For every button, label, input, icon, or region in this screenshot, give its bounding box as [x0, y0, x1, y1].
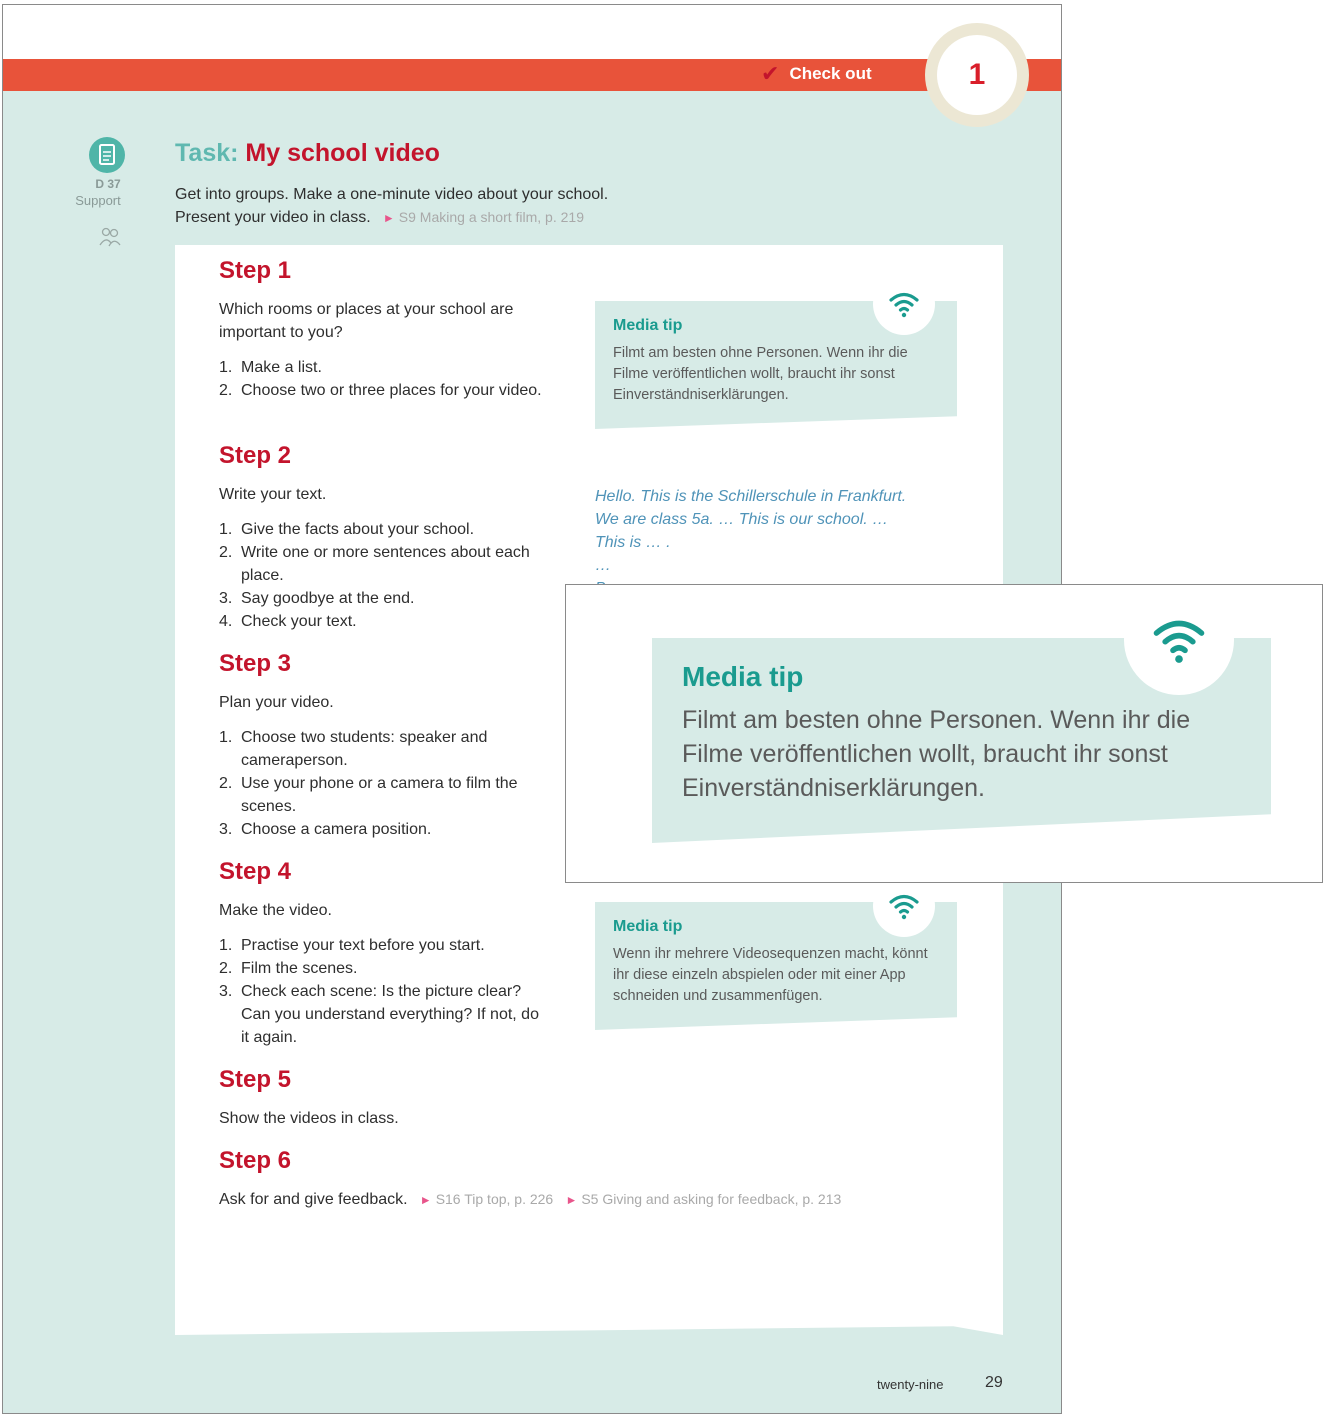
example-line: We are class 5a. … This is our school. …	[595, 511, 889, 528]
worksheet-code: D 37	[95, 177, 121, 191]
list-number: 2.	[219, 960, 233, 977]
step-3-list	[219, 726, 554, 841]
list-text: Practise your text before you start.	[241, 937, 485, 954]
step-2-prompt: Write your text.	[219, 486, 327, 503]
media-tip-2-body: Wenn ihr mehrere Videosequenzen macht, könnt ihr diese einzeln abspielen oder mit einer App schneiden und zusammenfügen.	[613, 946, 928, 1004]
list-item	[219, 726, 554, 772]
list-item	[219, 356, 579, 379]
list-number: 1.	[219, 937, 233, 954]
list-number: 2.	[219, 544, 233, 561]
list-item	[219, 610, 564, 633]
list-text: Make a list.	[241, 359, 322, 376]
arrow-icon: ►	[382, 211, 395, 225]
skills-reference-text: S9 Making a short film, p. 219	[398, 209, 584, 225]
list-number: 3.	[219, 983, 233, 1000]
skills-reference-text: S16 Tip top, p. 226	[435, 1191, 554, 1207]
step-4-prompt: Make the video.	[219, 902, 332, 919]
list-item	[219, 818, 554, 841]
list-item	[219, 587, 564, 610]
example-line: This is … .	[595, 534, 671, 551]
wifi-icon	[1124, 585, 1234, 695]
list-text: Choose two students: speaker and cameraperson.	[241, 729, 488, 769]
list-text: Use your phone or a camera to film the scenes.	[241, 775, 518, 815]
task-intro	[175, 183, 695, 230]
list-item	[219, 541, 564, 587]
wifi-icon	[873, 875, 935, 937]
example-line: …	[595, 557, 611, 574]
list-number: 1.	[219, 359, 233, 376]
list-text: Choose a camera position.	[241, 821, 432, 838]
list-text: Say goodbye at the end.	[241, 590, 415, 607]
step-1-list	[219, 356, 579, 402]
document-icon[interactable]	[89, 137, 125, 173]
list-text: Choose two or three places for your video.	[241, 382, 542, 399]
page-top-margin	[3, 5, 1061, 59]
zoom-callout	[565, 584, 1323, 883]
list-text: Write one or more sentences about each place.	[241, 544, 530, 584]
support-label: Support	[75, 193, 121, 208]
list-item	[219, 379, 579, 402]
list-number: 3.	[219, 821, 233, 838]
step-6-heading: Step 6	[219, 1147, 292, 1174]
step-5-prompt: Show the videos in class.	[219, 1110, 399, 1127]
step-5-heading: Step 5	[219, 1066, 292, 1093]
example-script	[595, 485, 906, 600]
check-out-label	[761, 63, 872, 85]
checkmark-icon: ✔	[761, 61, 780, 86]
chapter-badge: 1	[937, 35, 1017, 115]
list-text: Film the scenes.	[241, 960, 358, 977]
step-4-heading: Step 4	[219, 858, 292, 885]
list-item	[219, 980, 549, 1049]
task-label: Task:	[175, 139, 239, 167]
skills-reference-link[interactable]	[558, 1191, 842, 1207]
step-2-list	[219, 518, 564, 633]
list-number: 1.	[219, 521, 233, 538]
list-number: 1.	[219, 729, 233, 746]
intro-line-1: Get into groups. Make a one-minute video about your school.	[175, 186, 609, 203]
page-number-words: twenty-nine	[877, 1377, 944, 1392]
page-number: 29	[985, 1374, 1003, 1391]
list-text: Give the facts about your school.	[241, 521, 475, 538]
skills-reference-link[interactable]	[412, 1191, 553, 1207]
intro-line-2-text: Present your video in class.	[175, 209, 371, 226]
group-work-icon	[97, 225, 123, 249]
list-item	[219, 772, 554, 818]
step-1-prompt: Which rooms or places at your school are important to you?	[219, 301, 514, 341]
step-2-heading: Step 2	[219, 442, 292, 469]
list-item	[219, 518, 564, 541]
step-3-prompt: Plan your video.	[219, 694, 334, 711]
step-4-list	[219, 934, 549, 1049]
list-number: 2.	[219, 775, 233, 792]
step-6-line	[219, 1188, 979, 1212]
media-tip-1-title: Media tip	[613, 317, 683, 334]
list-item	[219, 934, 549, 957]
step-3-heading: Step 3	[219, 650, 292, 677]
task-title	[175, 139, 440, 168]
section-header-band	[3, 59, 1061, 91]
arrow-icon: ►	[419, 1193, 432, 1207]
zoom-tip-body: Filmt am besten ohne Personen. Wenn ihr die Filme veröffentlichen wollt, braucht ihr sonst Einverständniserklärungen.	[682, 706, 1191, 802]
list-item	[219, 957, 549, 980]
list-number: 3.	[219, 590, 233, 607]
list-text: Check each scene: Is the picture clear? Can you understand everything? If not, do it again.	[241, 983, 539, 1046]
intro-line-2	[175, 206, 695, 230]
arrow-icon: ►	[565, 1193, 578, 1207]
wifi-icon	[873, 273, 935, 335]
list-text: Check your text.	[241, 613, 357, 630]
skills-reference-text: S5 Giving and asking for feedback, p. 213	[581, 1191, 842, 1207]
list-number: 4.	[219, 613, 233, 630]
example-line: Hello. This is the Schillerschule in Frankfurt.	[595, 488, 907, 505]
skills-reference-link[interactable]	[375, 209, 584, 225]
list-number: 2.	[219, 382, 233, 399]
step-1-heading: Step 1	[219, 257, 292, 284]
media-tip-1-body: Filmt am besten ohne Personen. Wenn ihr die Filme veröffentlichen wollt, braucht ihr sonst Einverständniserklärungen.	[613, 345, 908, 403]
check-out-text: Check out	[789, 64, 872, 83]
task-name: My school video	[245, 139, 440, 167]
zoom-tip-title: Media tip	[682, 661, 804, 692]
media-tip-2-title: Media tip	[613, 918, 683, 935]
step-6-prompt: Ask for and give feedback.	[219, 1191, 408, 1208]
